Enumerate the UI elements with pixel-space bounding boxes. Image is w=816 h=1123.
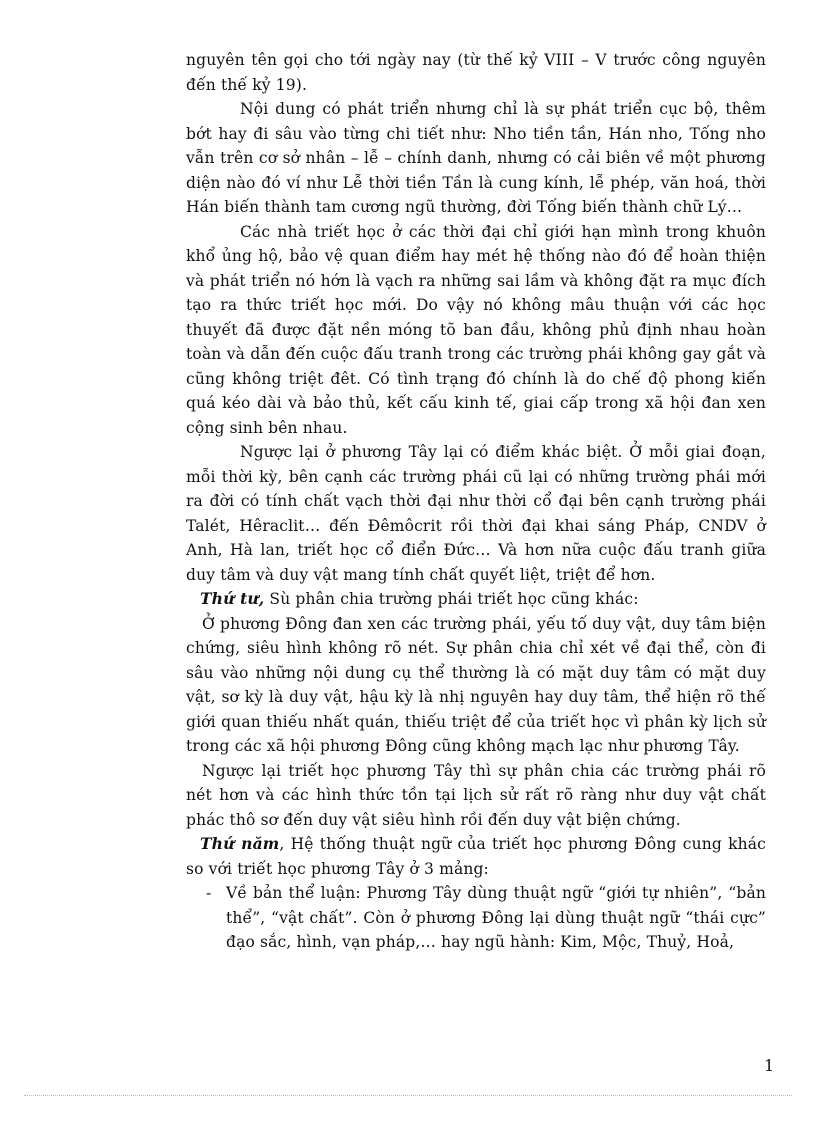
page-number: 1 <box>764 1056 775 1075</box>
paragraph: Các nhà triết học ở các thời đại chỉ giới hạn mình trong khuôn khổ ủng hộ, bảo vệ quan điểm hay mét hệ thống nào đó để hoàn thiện và phát triển nó hớn là vạch ra những sai lầm và không đặt ra mục đích tạo ra thức triết học mới. Do vậy nó không mâu thuận với các học thuyết đã được đặt nền móng tõ ban đầu, không phủ định nhau hoàn toàn và dẫn đến cuộc đấu tranh trong các trường phái không gay gắt và cũng không triệt đêt. Có tình trạng đó chính là do chế độ phong kiến quá kéo dài và bảo thủ, kết cấu kinh tế, giai cấp trong xã hội đan xen cộng sinh bên nhau. <box>186 222 766 437</box>
section-text: Sù phân chia trường phái triết học cũng khác: <box>264 590 639 608</box>
list-bullet: - <box>206 884 212 902</box>
paragraph: Ngược lại triết học phương Tây thì sự phân chia các trường phái rõ nét hơn và các hình thức tồn tại lịch sử rất rõ ràng như duy vật chất phác thô sơ đến duy vật siêu hình rồi đến duy vật biện chứng. <box>186 761 766 829</box>
paragraph: Ở phương Đông đan xen các trường phái, yếu tố duy vật, duy tâm biện chứng, siêu hình không rõ nét. Sự phân chia chỉ xét về đại thể, còn đi sâu vào những nội dung cụ thể thường là có mặt duy tâm có mặt duy vật, sơ kỳ là duy vật, hậu kỳ là nhị nguyên hay duy tâm, thể hiện rõ thế giới quan thiếu nhất quán, thiếu triệt để của triết học vì phân kỳ lịch sử trong các xã hội phương Đông cũng không mạch lạc như phương Tây. <box>186 614 766 755</box>
paragraph <box>186 832 766 881</box>
paragraph: Ngược lại ở phương Tây lại có điểm khác biệt. Ở mỗi giai đoạn, mỗi thời kỳ, bên cạnh các trường phái cũ lại có những trường phái mới ra đời có tính chất vạch thời đại như thời cổ đại bên cạnh trường phái Talét, Hêraclit… đến Đêmôcrit rồi thời đại khai sáng Pháp, CNDV ở Anh, Hà lan, triết học cổ điển Đức… Và hơn nữa cuộc đấu tranh giữa duy tâm và duy vật mang tính chất quyết liệt, triệt để hơn. <box>186 443 766 584</box>
paragraph: Nội dung có phát triển nhưng chỉ là sự phát triển cục bộ, thêm bớt hay đi sâu vào từng chi tiết như: Nho tiền tần, Hán nho, Tống nho vẫn trên cơ sở nhân – lễ – chính danh, nhưng có cải biên về một phương diện nào đó ví như Lễ thời tiền Tần là cung kính, lễ phép, văn hoá, thời Hán biến thành tam cương ngũ thường, đời Tống biến thành chữ Lý… <box>186 100 766 216</box>
section-text: , Hệ thống thuật ngữ của triết học phương Đông cung khác so với triết học phương Tây ở 3 mảng: <box>186 835 766 878</box>
section-lead: Thứ tư, <box>200 589 265 608</box>
paragraph <box>186 587 766 612</box>
list-item <box>186 881 766 955</box>
section-lead: Thứ năm <box>200 834 280 853</box>
bullet-list <box>186 881 766 955</box>
paragraph: nguyên tên gọi cho tới ngày nay (từ thế kỷ VIII – V trước công nguyên đến thế kỷ 19). <box>186 51 766 94</box>
list-item-text: Về bản thể luận: Phương Tây dùng thuật ngữ “giới tự nhiên”, “bản thể”, “vật chất”. Còn ở phương Đông lại dùng thuật ngữ “thái cực” đạo sắc, hình, vạn pháp,… hay ngũ hành: Kim, Mộc, Thuỷ, Hoả, <box>226 884 766 951</box>
body-text <box>186 48 766 955</box>
page-bottom-border <box>24 1095 792 1096</box>
